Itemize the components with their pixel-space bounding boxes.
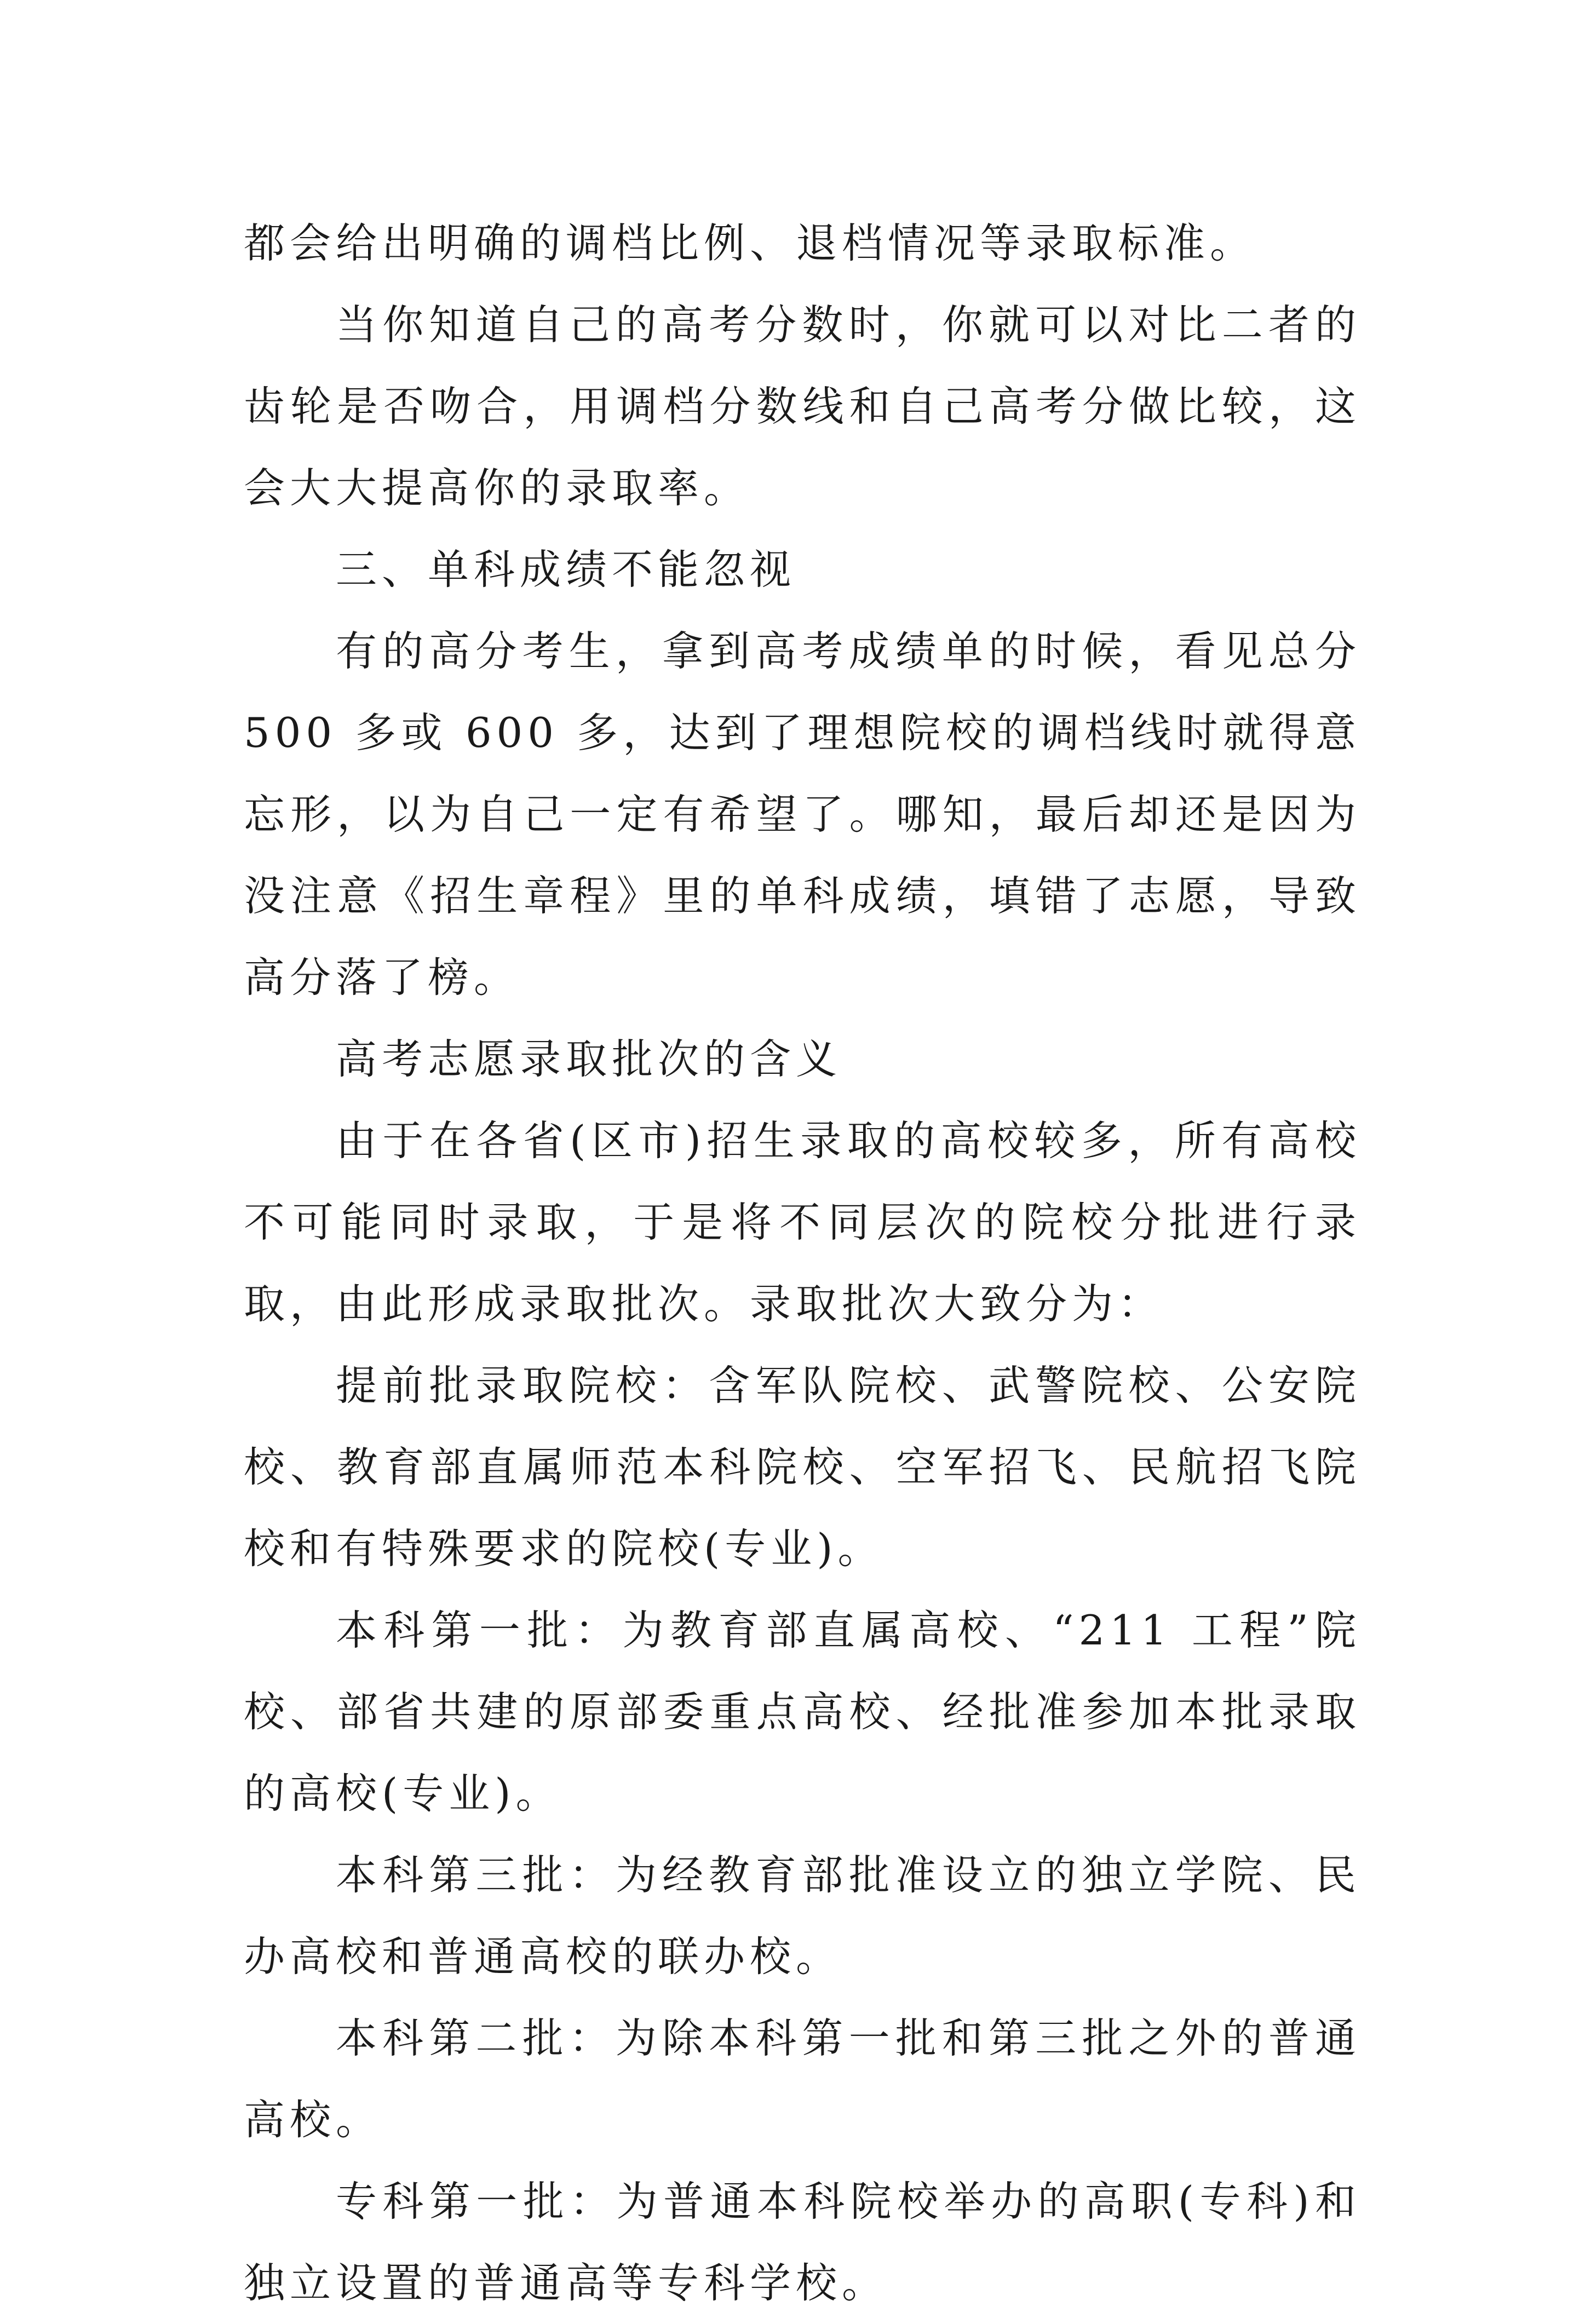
section-heading-batch-meaning: 高考志愿录取批次的含义 — [336, 1035, 842, 1083]
document-body — [244, 203, 1361, 2324]
paragraph-1: 都会给出明确的调档比例、退档情况等录取标准。 — [244, 219, 1256, 267]
section-heading-single-subject: 三、单科成绩不能忽视 — [336, 545, 796, 594]
paragraph-2: 当你知道自己的高考分数时，你就可以对比二者的齿轮是否吻合，用调档分数线和自己高考分做比较，这会大大提高你的录取率。 — [244, 301, 1361, 512]
paragraph-third-batch: 本科第三批：为经教育部批准设立的独立学院、民办高校和普通高校的联办校。 — [244, 1851, 1361, 1981]
paragraph-junior-college-batch: 专科第一批：为普通本科院校举办的高职(专科)和独立设置的普通高等专科学校。 — [244, 2177, 1361, 2307]
paragraph-early-batch: 提前批录取院校：含军队院校、武警院校、公安院校、教育部直属师范本科院校、空军招飞、民航招飞院校和有特殊要求的院校(专业)。 — [244, 1361, 1361, 1573]
paragraph-4: 有的高分考生，拿到高考成绩单的时候，看见总分 500 多或 600 多，达到了理想院校的调档线时就得意忘形，以为自己一定有希望了。哪知，最后却还是因为没注意《招生章程》里的单科成绩，填错了志愿，导致高分落了榜。 — [244, 627, 1361, 1002]
paragraph-6: 由于在各省(区市)招生录取的高校较多，所有高校不可能同时录取，于是将不同层次的院校分批进行录取，由此形成录取批次。录取批次大致分为： — [244, 1117, 1361, 1328]
paragraph-first-batch: 本科第一批：为教育部直属高校、“211 工程”院校、部省共建的原部委重点高校、经批准参加本批录取的高校(专业)。 — [244, 1606, 1361, 1817]
paragraph-second-batch: 本科第二批：为除本科第一批和第三批之外的普通高校。 — [244, 2014, 1361, 2144]
